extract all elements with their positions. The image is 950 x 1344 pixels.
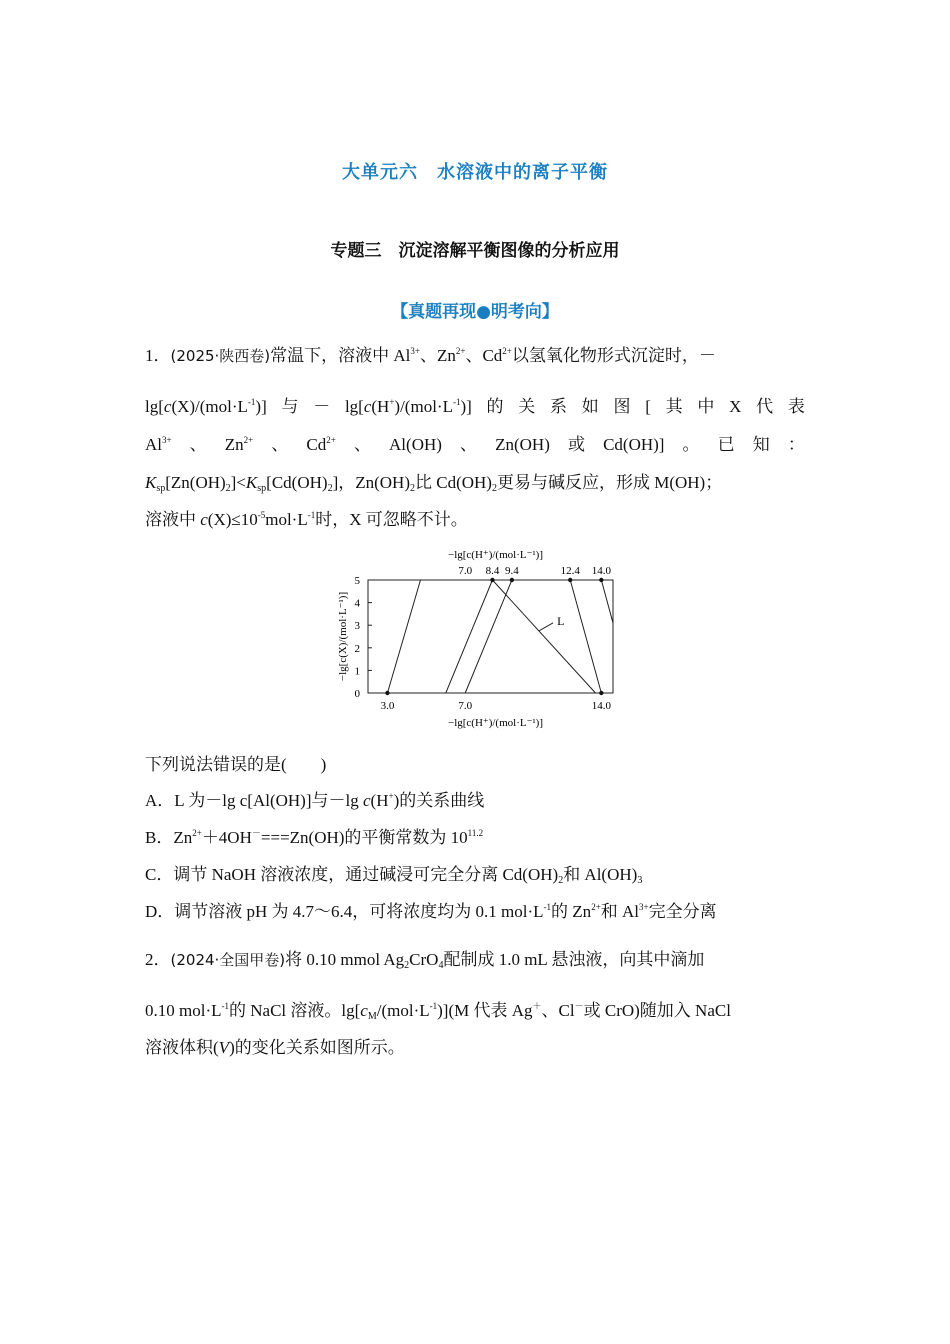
q1-prompt: 下列说法错误的是( )	[145, 755, 327, 774]
top-tick-label: 7.0	[458, 565, 473, 577]
y-tick-label: 3	[354, 620, 360, 633]
y-axis-label: −lg[c(X)/(mol·L⁻¹)]	[337, 591, 349, 682]
q1-chart	[330, 540, 620, 735]
series-line-1	[446, 580, 493, 693]
q1-word: 已	[717, 435, 735, 454]
q1-word: 、	[353, 435, 371, 454]
y-tick-label: 5	[354, 575, 360, 587]
q1-word: 知	[752, 435, 770, 454]
x-tick-label: 7.0	[458, 700, 473, 712]
q1-word: 、	[460, 435, 478, 454]
section-tag: 【真题再现●明考向】	[391, 302, 559, 322]
y-tick-label: 4	[354, 597, 360, 610]
unit-title: 大单元六 水溶液中的离子平衡	[342, 162, 608, 183]
q1-word: 中	[697, 397, 715, 416]
q1-word: 系	[550, 397, 567, 416]
q1-word: Al(OH)	[389, 435, 442, 454]
curve-label-leader	[539, 623, 553, 631]
q1-word: 关	[518, 397, 536, 416]
data-point	[385, 691, 389, 695]
q1-word: $Al^{3+}$	[145, 435, 172, 454]
top-tick-label: 9.4	[505, 565, 519, 577]
q1-text: 、Zn	[419, 346, 456, 365]
bottom-axis-label: −lg[c(H⁺)/(mol·L⁻¹)]	[447, 717, 544, 729]
topic-title: 专题三 沉淀溶解平衡图像的分析应用	[330, 241, 620, 261]
q2-source: (2024·全国甲卷)	[170, 951, 286, 969]
series-line-2	[465, 580, 512, 693]
q1-sup: 3+	[410, 346, 420, 356]
top-tick-label: 14.0	[591, 565, 611, 577]
q2-line-2: 0.10 $mol\cdot L^{-1}$的 NaCl 溶液。$\lg[c_M/(mol\cdot L^{-1})](M$ 代表 Ag＋、Cl－或 CrO)随加入 NaCl	[145, 1001, 731, 1022]
q1-source: (2025·陕西卷)	[170, 347, 271, 365]
q1-sup: 2+	[502, 346, 512, 356]
q1-word: $Zn^{2+}$	[224, 435, 254, 454]
q1-word: X	[729, 397, 742, 416]
q1-line-4: $K_{sp}[Zn(OH)_2]<K_{sp}[Cd(OH)_2]$，$Zn(OH)_2$比 $Cd(OH)_2$更易与碱反应，形成 M(OH)；	[145, 473, 723, 494]
q1-word: －	[313, 397, 331, 416]
option-c[interactable]: C．调节 NaOH 溶液浓度，通过碱浸可完全分离 $Cd(OH)_2$和 $Al(OH)_3$	[145, 865, 643, 886]
option-b[interactable]: B．$Zn^{2+}+4OH^-===Zn(OH)$的平衡常数为 $10^{11.2}$	[145, 828, 484, 847]
series-line-3	[492, 580, 595, 693]
q1-line-5: 溶液中 $c(X)\le 10^{-5}mol\cdot L^{-1}$时，X 可忽略不计。	[145, 510, 468, 529]
series-line-0	[387, 580, 420, 693]
series-line-4	[570, 580, 601, 693]
q1-line-2	[145, 396, 805, 418]
q1-sup: 2+	[455, 346, 466, 356]
option-d[interactable]: D．调节溶液 pH 为 4.7～6.4，可将浓度均为 0.1 $mol\cdot L^{-1}$的 $Zn^{2+}$和 $Al^{3+}$完全分离	[145, 902, 717, 921]
q1-word: 或	[567, 435, 585, 454]
q1-word: 与	[281, 397, 299, 416]
q1-word: ：	[787, 435, 805, 454]
q1-word: Cd(OH)]	[603, 435, 665, 454]
option-a[interactable]: A．L 为－lg c[Al(OH)]与－lg c(H+)的关系曲线	[145, 791, 485, 810]
q1-word: $\lg[c(H^+)/(mol\cdot L^{-1})]$	[344, 397, 472, 416]
q1-word: $Cd^{2+}$	[306, 435, 336, 454]
q1-word: [	[645, 397, 651, 416]
x-tick-label: 14.0	[591, 700, 611, 712]
top-tick-label: 8.4	[485, 565, 500, 577]
q2-number: 2．	[145, 950, 171, 969]
data-point	[510, 578, 514, 582]
q2-line-1: 2．(2024·全国甲卷)将 0.10 mmol $Ag_2CrO_4$配制成 1.0 mL 悬浊液，向其中滴加	[145, 950, 705, 971]
q1-word: 的	[486, 397, 504, 416]
q1-line-1	[145, 345, 716, 367]
q1-word: 。	[682, 435, 700, 454]
top-tick-label: 12.4	[560, 565, 580, 577]
q1-word: 、	[271, 435, 289, 454]
q1-word: 其	[665, 397, 683, 416]
data-point	[599, 691, 603, 695]
series-line-5	[601, 580, 613, 623]
x-tick-label: 3.0	[380, 700, 395, 712]
q1-l2-lead: $\lg[c(X)/(mol\cdot L^{-1})]$	[145, 397, 267, 416]
q1-text: 常温下，溶液中 Al	[270, 346, 411, 365]
q1-line-3	[145, 434, 805, 456]
data-point	[599, 578, 603, 582]
q1-number: 1．	[145, 346, 171, 365]
q1-text: 、Cd	[465, 346, 503, 365]
plot-frame	[368, 580, 613, 693]
q1-word: 图	[613, 397, 631, 416]
q2-line-3: 溶液体积(V)的变化关系如图所示。	[145, 1038, 405, 1057]
q1-word: Zn(OH)	[495, 435, 550, 454]
q1-word: 表	[787, 397, 805, 416]
y-tick-label: 1	[354, 665, 360, 678]
data-point	[568, 578, 572, 582]
q1-text: 以氢氧化物形式沉淀时，－	[511, 346, 716, 365]
top-axis-label: −lg[c(H⁺)/(mol·L⁻¹)]	[447, 549, 544, 561]
q1-word: 如	[581, 397, 599, 416]
q1-chart-svg	[330, 540, 620, 735]
y-tick-label: 0	[354, 688, 360, 700]
curve-label: L	[557, 613, 565, 628]
q1-word: 代	[756, 397, 774, 416]
y-tick-label: 2	[354, 642, 360, 655]
q1-word: 、	[189, 435, 207, 454]
data-point	[490, 578, 494, 582]
